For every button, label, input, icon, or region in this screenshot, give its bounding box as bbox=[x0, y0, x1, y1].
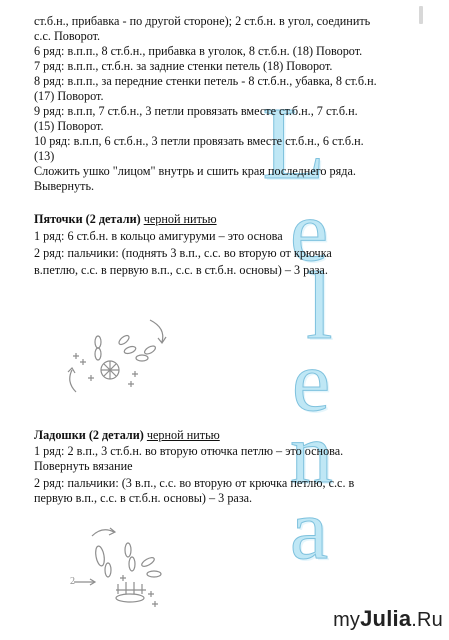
heading-thread-color: черной нитью bbox=[146, 428, 220, 442]
crochet-diagram-heels bbox=[58, 312, 178, 402]
text-line: (17) Поворот. bbox=[34, 89, 104, 103]
heading-title: Ладошки (2 детали) bbox=[34, 428, 147, 442]
text-line: (13) bbox=[34, 149, 55, 163]
section-heading-heels bbox=[34, 212, 217, 227]
watermark-letter: n bbox=[290, 405, 333, 501]
logo-prefix: my bbox=[333, 609, 361, 631]
text-line: 9 ряд: в.п.п, 7 ст.б.н., 3 петли провязать вместе ст.б.н., 7 ст.б.н. bbox=[34, 104, 358, 118]
text-line: 6 ряд: в.п.п., 8 ст.б.н., прибавка в уголок, 8 ст.б.н. (18) Поворот. bbox=[34, 44, 363, 58]
text-line: Повернуть вязание bbox=[34, 459, 133, 473]
text-line: 8 ряд: в.п.п., за передние стенки петель - 8 ст.б.н., убавка, 8 ст.б.н. bbox=[34, 74, 377, 88]
watermark-letter: L bbox=[262, 86, 326, 201]
diagram-arrow-number: 2 bbox=[70, 576, 75, 587]
section-heading-palms bbox=[34, 428, 220, 443]
text-line: 2 ряд: пальчики: (поднять 3 в.п., с.с. во вторую от крючка bbox=[34, 246, 332, 260]
crochet-diagram-palms bbox=[62, 518, 172, 618]
watermark-letter: e bbox=[292, 333, 331, 429]
text-line: 10 ряд: в.п.п, 6 ст.б.н., 3 петли провязать вместе ст.б.н., 6 ст.б.н. bbox=[34, 134, 364, 148]
text-line: с.с. Поворот. bbox=[34, 29, 101, 43]
text-line: Вывернуть. bbox=[34, 179, 95, 193]
watermark-letter: a bbox=[290, 481, 329, 577]
logo-suffix: .Ru bbox=[411, 609, 443, 631]
text-line: ст.б.н., прибавка - по другой стороне); 2 ст.б.н. в угол, соединить bbox=[34, 14, 371, 28]
text-line: (15) Поворот. bbox=[34, 119, 104, 133]
watermark-letter: e bbox=[290, 183, 329, 279]
watermark-letter: l bbox=[306, 252, 333, 359]
scrollbar-thumb[interactable] bbox=[419, 6, 423, 24]
heading-thread-color: черной нитью bbox=[143, 212, 217, 226]
heading-title: Пяточки (2 детали) bbox=[34, 212, 144, 226]
text-line: 2 ряд: пальчики: (3 в.п., с.с. во вторую от крючка петлю, с.с. в bbox=[34, 476, 355, 490]
text-line: 7 ряд: в.п.п., ст.б.н. за задние стенки петель (18) Поворот. bbox=[34, 59, 333, 73]
text-line: 1 ряд: 2 в.п., 3 ст.б.н. во вторую отючка петлю – это основа. bbox=[34, 444, 344, 458]
logo-brand: Julia bbox=[360, 606, 412, 631]
text-line: в.петлю, с.с. в первую в.п., с.с. в ст.б.н. основы) – 3 раза. bbox=[34, 263, 328, 277]
text-line: Сложить ушко "лицом" внутрь и сшить края последнего ряда. bbox=[34, 164, 356, 178]
text-line: 1 ряд: 6 ст.б.н. в кольцо амигуруми – это основа bbox=[34, 229, 283, 243]
site-logo[interactable] bbox=[333, 606, 443, 632]
text-line: первую в.п., с.с. в ст.б.н. основы) – 3 раза. bbox=[34, 491, 253, 505]
